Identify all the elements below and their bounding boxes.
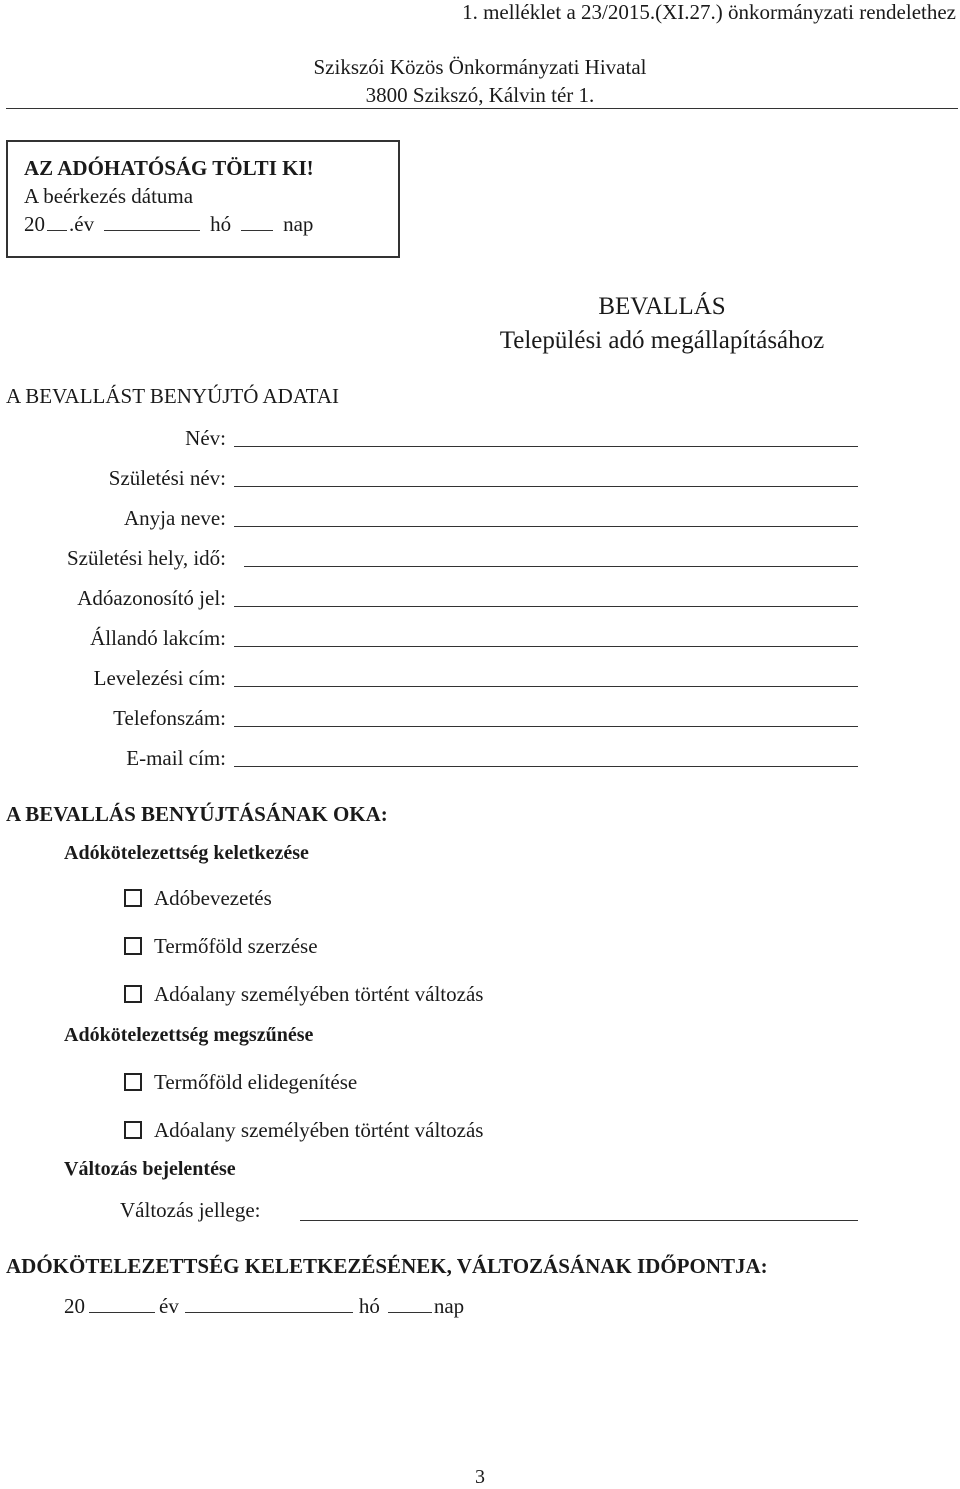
received-year-field[interactable] [47, 212, 67, 231]
mailing-address-label: Levelezési cím: [93, 666, 226, 690]
option-tax-introduction [124, 886, 272, 911]
received-day-field[interactable] [241, 212, 273, 231]
page-number: 3 [475, 1466, 485, 1488]
land-acquisition-checkbox[interactable] [124, 937, 142, 955]
office-use-box [6, 140, 400, 258]
received-year-label: .év [69, 212, 95, 236]
timing-day-field[interactable] [388, 1294, 432, 1313]
office-use-heading: AZ ADÓHATÓSÁG TÖLTI KI! [24, 156, 314, 180]
obligation-end-heading: Adókötelezettség megszűnése [64, 1024, 314, 1046]
timing-date-row [64, 1294, 464, 1319]
option-land-alienation [124, 1070, 357, 1095]
email-label: E-mail cím: [126, 746, 226, 770]
timing-year-field[interactable] [89, 1294, 155, 1313]
phone-label: Telefonszám: [113, 706, 226, 730]
timing-section-heading: ADÓKÖTELEZETTSÉG KELETKEZÉSÉNEK, VÁLTOZÁSÁNAK IDŐPONTJA: [6, 1254, 768, 1278]
taxpayer-change-end-label: Adóalany személyében történt változás [154, 1118, 484, 1142]
timing-month-label: hó [358, 1294, 380, 1318]
mother-name-label: Anyja neve: [123, 506, 226, 530]
header-divider [6, 108, 958, 109]
taxpayer-change-end-checkbox[interactable] [124, 1121, 142, 1139]
land-alienation-checkbox[interactable] [124, 1073, 142, 1091]
tax-id-field[interactable] [234, 606, 858, 607]
regulation-reference: 1. melléklet a 23/2015.(XI.27.) önkormányzati rendelethez [462, 0, 956, 24]
tax-id-label: Adóazonosító jel: [77, 586, 226, 610]
received-day-label: nap [283, 212, 314, 236]
birth-place-date-field[interactable] [244, 566, 858, 567]
taxpayer-change-start-checkbox[interactable] [124, 985, 142, 1003]
option-land-acquisition [124, 934, 318, 959]
change-notification-heading: Változás bejelentése [64, 1158, 236, 1180]
permanent-address-label: Állandó lakcím: [90, 626, 226, 650]
timing-date-prefix: 20 [64, 1294, 85, 1318]
received-date-prefix: 20 [24, 212, 45, 236]
change-nature-label: Változás jellege: [120, 1198, 261, 1222]
tax-introduction-checkbox[interactable] [124, 889, 142, 907]
birth-name-field[interactable] [234, 486, 858, 487]
received-month-field[interactable] [104, 212, 200, 231]
timing-day-label: nap [433, 1294, 465, 1318]
email-field[interactable] [234, 766, 858, 767]
received-date-label: A beérkezés dátuma [24, 184, 194, 208]
form-subtitle: Települési adó megállapításához [499, 327, 825, 354]
name-field[interactable] [234, 446, 858, 447]
submitter-section-heading: A BEVALLÁST BENYÚJTÓ ADATAI [6, 384, 339, 408]
permanent-address-field[interactable] [234, 646, 858, 647]
form-title: BEVALLÁS [598, 293, 726, 320]
birth-name-label: Születési név: [108, 466, 226, 490]
timing-year-label: év [159, 1294, 179, 1318]
birth-place-date-label: Születési hely, idő: [66, 546, 226, 570]
tax-introduction-label: Adóbevezetés [154, 886, 272, 910]
name-label: Név: [185, 426, 226, 450]
timing-month-field[interactable] [185, 1294, 353, 1313]
land-acquisition-label: Termőföld szerzése [154, 934, 318, 958]
phone-field[interactable] [234, 726, 858, 727]
received-date-row [24, 210, 314, 238]
taxpayer-change-start-label: Adóalany személyében történt változás [154, 982, 484, 1006]
option-taxpayer-change-end [124, 1118, 483, 1143]
reason-section-heading: A BEVALLÁS BENYÚJTÁSÁNAK OKA: [6, 802, 388, 826]
obligation-start-heading: Adókötelezettség keletkezése [64, 842, 309, 864]
land-alienation-label: Termőföld elidegenítése [154, 1070, 358, 1094]
option-taxpayer-change-start [124, 982, 483, 1007]
mother-name-field[interactable] [234, 526, 858, 527]
office-name: Szikszói Közös Önkormányzati Hivatal [313, 55, 647, 79]
office-address: 3800 Szikszó, Kálvin tér 1. [365, 83, 595, 107]
received-month-label: hó [210, 212, 232, 236]
mailing-address-field[interactable] [234, 686, 858, 687]
change-nature-field[interactable] [300, 1220, 858, 1221]
